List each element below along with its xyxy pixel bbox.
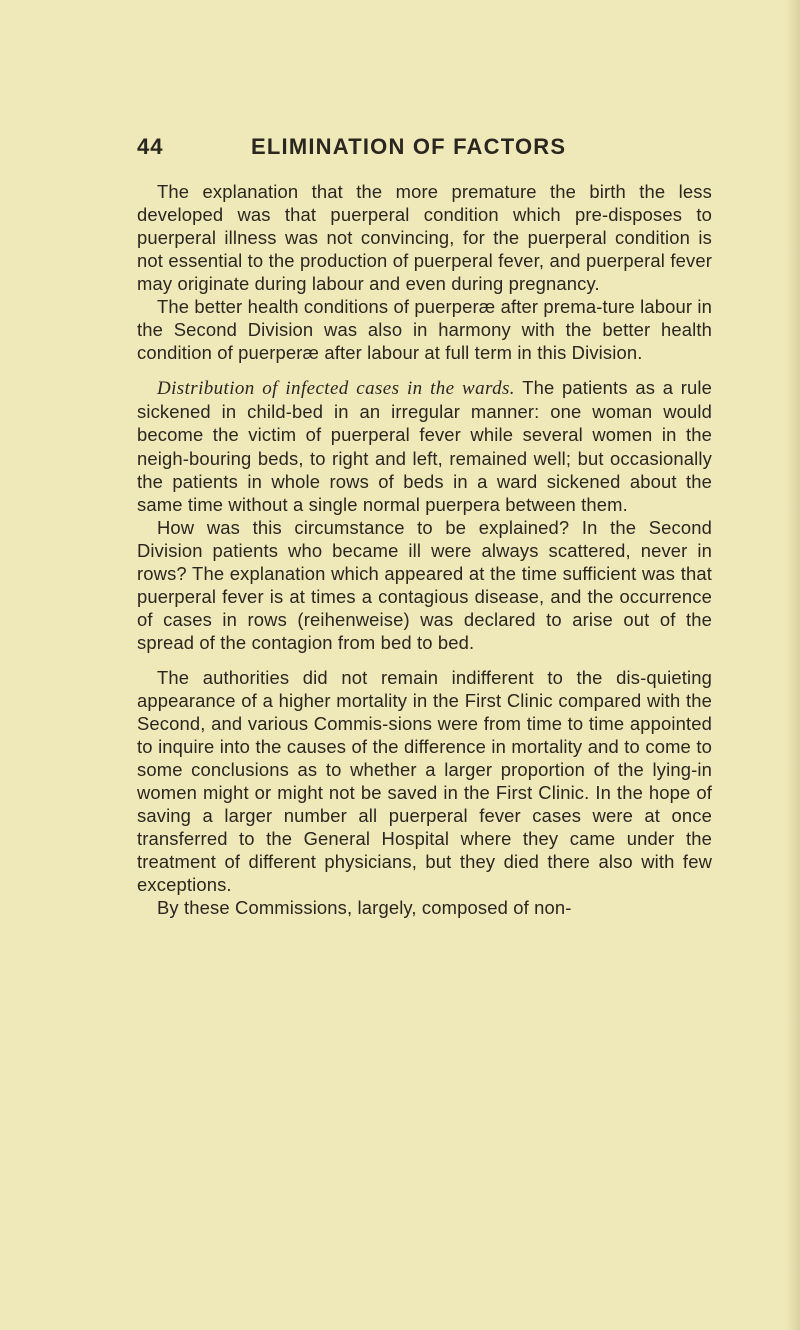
running-head: ELIMINATION OF FACTORS — [251, 134, 567, 159]
paragraph-2: The better health conditions of puerperæ after prema-ture labour in the Second Division was also in harmony with the better health condition of puerperæ after labour at full term in this Division. — [137, 296, 712, 364]
paragraph-4: How was this circumstance to be explained? In the Second Division patients who became ill were always scattered, never in rows? The explanation which appeared at the time sufficient was that puerperal fever is at times a contagious disease, and the occurrence of cases in rows (reihenweise) was declared to arise out of the spread of the contagion from bed to bed. — [137, 516, 712, 653]
page-edge-shadow — [786, 0, 800, 1330]
paragraph-3-text: The patients as a rule sickened in child-bed in an irregular manner: one woman would become the victim of puerperal fever while several women in the neigh-bouring beds, to right and left, remained well; but occasionally the patients in whole rows of beds in a ward sickened about the same time without a single normal puerpera between them. — [137, 377, 712, 515]
page-header — [137, 134, 577, 170]
section-lead-italic: Distribution of infected cases in the wards. — [157, 378, 515, 400]
paragraph-3 — [137, 376, 712, 515]
paragraph-1: The explanation that the more premature the birth the less developed was that puerperal condition which pre-disposes to puerperal illness was not convincing, for the puerperal condition is not essential to the production of puerperal fever, and puerperal fever may originate during labour and even during pregnancy. — [137, 181, 712, 295]
page-number: 44 — [137, 134, 164, 159]
paragraph-5: The authorities did not remain indifferent to the dis-quieting appearance of a higher mortality in the First Clinic compared with the Second, and various Commis-sions were from time to time appointed to inquire into the causes of the difference in mortality and to come to some conclusions as to whether a larger proportion of the lying-in women might or might not be saved in the First Clinic. In the hope of saving a larger number all puerperal fever cases were at once transferred to the General Hospital where they came under the treatment of different physicians, but they died there also with few exceptions. — [137, 666, 712, 896]
paragraph-6: By these Commissions, largely, composed of non- — [157, 897, 572, 919]
body-text — [137, 180, 712, 919]
